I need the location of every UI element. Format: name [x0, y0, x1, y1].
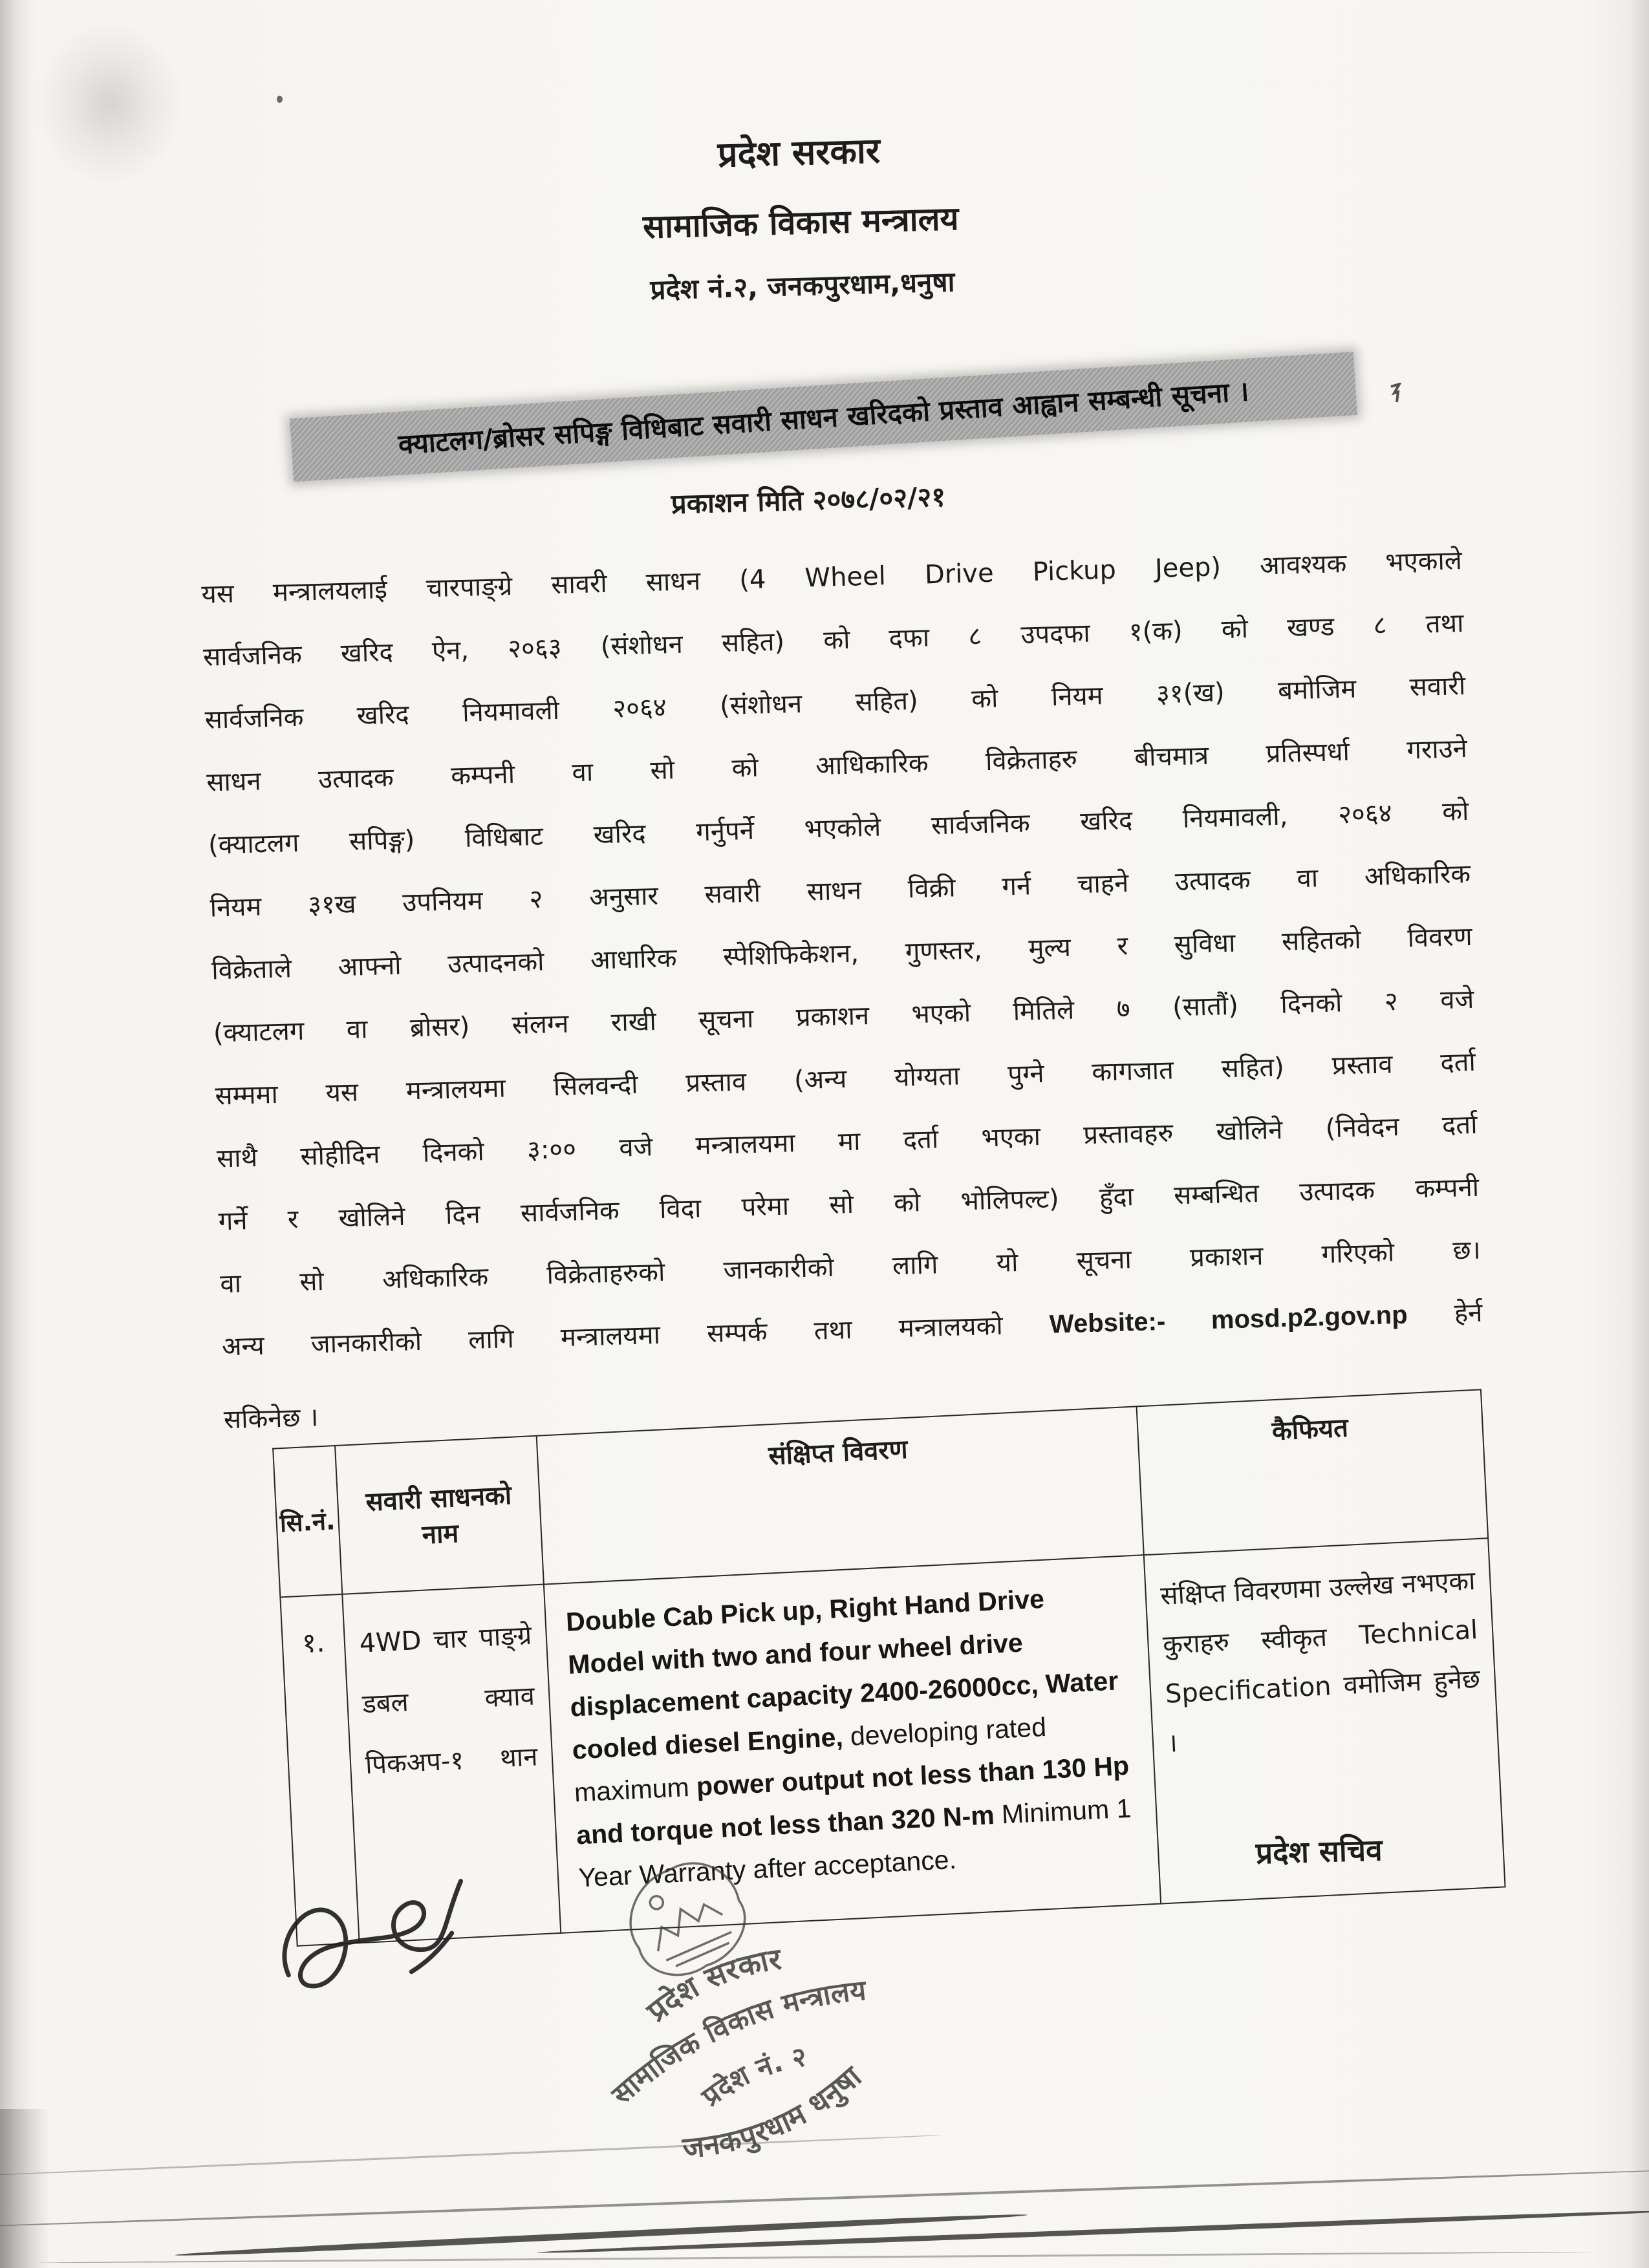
body-line: यस मन्त्रालयलाई चारपाङ्ग्रे सावरी साधन (4 Wheel Drive Pickup Jeep) आवश्यक भएकाले	[200, 546, 1463, 610]
stamp-line-ministry: सामाजिक विकास मन्त्रालय	[605, 1974, 868, 2112]
body-line: (क्याटलग वा ब्रोसर) संलग्न राखी सूचना प्रकाशन भएको मितिले ७ (सातौं) दिनको २ वजे	[213, 984, 1474, 1049]
ministry-website: Website:- mosd.p2.gov.np	[1049, 1300, 1408, 1339]
publication-date: प्रकाशन मिति २०७८/०२/२१	[671, 480, 946, 520]
letterhead-government: प्रदेश सरकार	[717, 130, 881, 175]
cell-vehicle: 4WD चार पाङ्ग्रे डबल क्याव पिकअप-१ थान	[342, 1585, 561, 1943]
body-line: साथै सोहीदिन दिनको ३:०० वजे मन्त्रालयमा मा दर्ता भएका प्रस्तावहरु खोलिने (निवेदन दर्ता	[216, 1109, 1478, 1174]
col-header-description: संक्षिप्त विवरण	[537, 1406, 1143, 1584]
cell-serial: १.	[280, 1594, 359, 1946]
letterhead-address: प्रदेश नं.२, जनकपुरधाम,धनुषा	[649, 266, 955, 306]
notice-body	[200, 530, 1485, 1451]
contact-suffix: हेर्न	[1454, 1298, 1483, 1329]
stamp-line-place: जनकपुरधाम धनुषा	[681, 2059, 868, 2165]
notice-title-highlight-bar	[290, 352, 1357, 482]
spec-segment: power output not less than 130 Hp and torque not less than 320 N-m	[576, 1750, 1130, 1850]
body-line: सम्ममा यस मन्त्रालयमा सिलवन्दी प्रस्ताव (अन्य योग्यता पुग्ने कागजात सहित) प्रस्ताव दर्ता	[214, 1047, 1476, 1111]
body-line: (क्याटलग सपिङ्ग) विधिबाट खरिद गर्नुपर्ने भएकोले सार्वजनिक खरिद नियमावली, २०६४ को	[208, 796, 1469, 861]
letterhead-ministry: सामाजिक विकास मन्त्रालय	[642, 199, 960, 246]
spec-segment: Double Cab Pick up, Right Hand Drive Model with two and four wheel drive displacement capacity 2400-26000cc, Water cooled diesel Engine,	[565, 1583, 1119, 1765]
col-header-serial: सि.नं.	[273, 1446, 342, 1597]
handwritten-signature	[274, 1872, 479, 2022]
closing-line: सकिनेछ ।	[223, 1402, 319, 1435]
body-line: वा सो अधिकारिक विक्रेताहरुको जानकारीको लागि यो सूचना प्रकाशन गरिएको छ।	[219, 1235, 1482, 1300]
stamp-line-government: प्रदेश सरकार	[640, 1941, 784, 2029]
spec-segment: Minimum 1 Year Warranty after acceptance.	[577, 1793, 1132, 1893]
signatory-title: प्रदेश सचिव	[1255, 1832, 1383, 1871]
col-header-vehicle: सवारी साधनको नाम	[335, 1436, 544, 1594]
body-line: साधन उत्पादक कम्पनी वा सो को आधिकारिक विक्रेताहरु बीचमात्र प्रतिस्पर्धा गराउने	[206, 733, 1468, 798]
body-line: विक्रेताले आफ्नो उत्पादनको आधारिक स्पेशिफिकेशन, गुणस्तर, मुल्य र सुविधा सहितको विवरण	[211, 921, 1473, 986]
body-line: नियम ३१ख उपनियम २ अनुसार सवारी साधन विक्री गर्न चाहने उत्पादक वा अधिकारिक	[210, 859, 1471, 923]
body-line: सार्वजनिक खरिद नियमावली २०६४ (संशोधन सहित) को नियम ३१(ख) बमोजिम सवारी	[204, 670, 1466, 735]
contact-prefix: अन्य जानकारीको लागि मन्त्रालयमा सम्पर्क तथा मन्त्रालयको	[221, 1311, 1004, 1362]
cell-remarks: संक्षिप्त विवरणमा उल्लेख नभएका कुराहरु स्वीकृत Technical Specification वमोजिम हुनेछ ।	[1143, 1538, 1505, 1903]
stamp-line-province: प्रदेश नं. २	[695, 2040, 809, 2113]
body-line: गर्ने र खोलिने दिन सार्वजनिक विदा परेमा सो को भोलिपल्ट) हुँदा सम्बन्धित उत्पादक कम्पनी	[218, 1172, 1480, 1237]
spec-segment: developing rated maximum	[573, 1711, 1047, 1808]
body-line: सार्वजनिक खरिद ऐन, २०६३ (संशोधन सहित) को दफा ८ उपदफा १(क) को खण्ड ८ तथा	[202, 608, 1465, 672]
col-header-remarks: कैफियत	[1136, 1389, 1488, 1555]
notice-title: क्याटलग/ब्रोसर सपिङ्ग विधिबाट सवारी साधन खरिदको प्रस्ताव आह्वान सम्बन्धी सूचना ।	[397, 374, 1250, 460]
